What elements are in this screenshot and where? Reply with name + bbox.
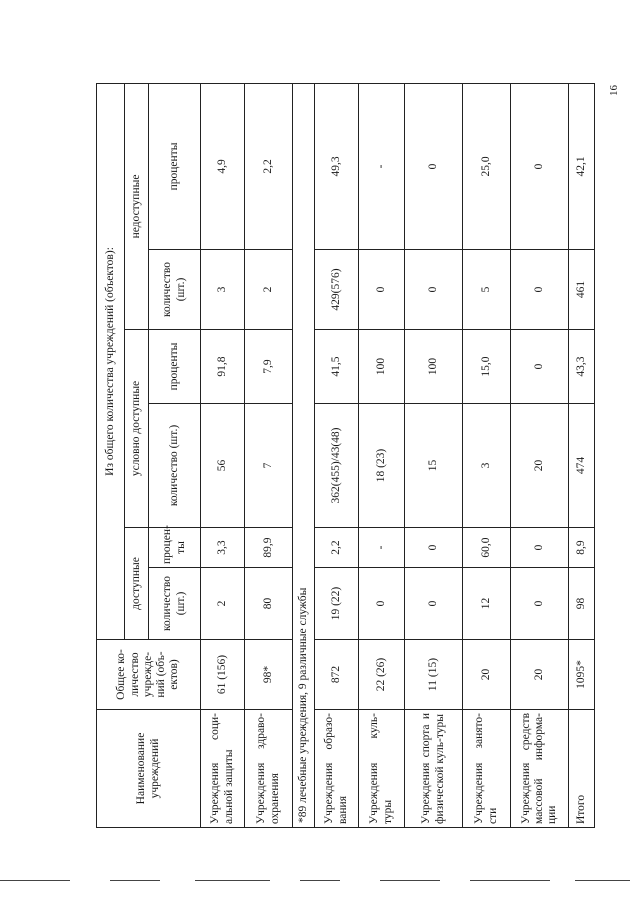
header-conditional: условно доступные bbox=[125, 330, 149, 528]
row-total: 20 bbox=[463, 640, 511, 710]
row-acc-count: 0 bbox=[405, 568, 463, 640]
row-inacc-count: 3 bbox=[201, 250, 245, 330]
table-row bbox=[405, 83, 463, 827]
row-inacc-count: 0 bbox=[405, 250, 463, 330]
row-inacc-count: 0 bbox=[511, 250, 569, 330]
row-total: 22 (26) bbox=[359, 640, 405, 710]
row-acc-pct: 3,3 bbox=[201, 528, 245, 568]
row-inacc-count: 0 bbox=[359, 250, 405, 330]
header-acc-pct: процен-ты bbox=[149, 528, 201, 568]
row-cond-count: 7 bbox=[245, 404, 293, 528]
table-row bbox=[463, 83, 511, 827]
header-inacc-count: количество (шт.) bbox=[149, 250, 201, 330]
header-cond-count: количество (шт.) bbox=[149, 404, 201, 528]
row-acc-pct: 0 bbox=[511, 528, 569, 568]
row-name: Учреждения средств массовой информа-ции bbox=[511, 710, 569, 828]
row-total: 1095* bbox=[569, 640, 595, 710]
table-row bbox=[359, 83, 405, 827]
row-total: 20 bbox=[511, 640, 569, 710]
accessibility-table bbox=[96, 83, 595, 828]
table-row bbox=[201, 83, 245, 827]
row-acc-pct: 89,9 bbox=[245, 528, 293, 568]
row-acc-count: 12 bbox=[463, 568, 511, 640]
header-inacc-pct: проценты bbox=[149, 83, 201, 249]
row-inacc-count: 5 bbox=[463, 250, 511, 330]
row-cond-count: 362(455)/43(48) bbox=[315, 404, 359, 528]
row-cond-count: 20 bbox=[511, 404, 569, 528]
row-inacc-count: 2 bbox=[245, 250, 293, 330]
row-cond-pct: 7,9 bbox=[245, 330, 293, 404]
rotated-table-container bbox=[96, 84, 587, 828]
row-cond-count: 15 bbox=[405, 404, 463, 528]
row-acc-count: 0 bbox=[359, 568, 405, 640]
row-cond-pct: 41,5 bbox=[315, 330, 359, 404]
table-note: *89 лечебные учреждения, 9 различные службы bbox=[293, 83, 315, 827]
row-total: 11 (15) bbox=[405, 640, 463, 710]
row-name: Учреждения куль-туры bbox=[359, 710, 405, 828]
header-group: Из общего количества учреждений (объектов): bbox=[97, 83, 125, 639]
row-acc-pct: 8,9 bbox=[569, 528, 595, 568]
row-total: 872 bbox=[315, 640, 359, 710]
row-inacc-pct: 4,9 bbox=[201, 83, 245, 249]
header-acc-count: количество (шт.) bbox=[149, 568, 201, 640]
row-name: Итого bbox=[569, 710, 595, 828]
row-cond-pct: 15,0 bbox=[463, 330, 511, 404]
row-total: 61 (156) bbox=[201, 640, 245, 710]
row-cond-pct: 100 bbox=[359, 330, 405, 404]
row-cond-count: 474 bbox=[569, 404, 595, 528]
row-inacc-count: 429(576) bbox=[315, 250, 359, 330]
table-row bbox=[245, 83, 293, 827]
header-total: Общее ко-личество учрежде-ний (объ-ектов) bbox=[97, 640, 201, 710]
row-name: Учреждения соци-альной защиты bbox=[201, 710, 245, 828]
header-inaccessible: недоступные bbox=[125, 83, 149, 329]
row-inacc-pct: 42,1 bbox=[569, 83, 595, 249]
row-acc-pct: 0 bbox=[405, 528, 463, 568]
row-inacc-count: 461 bbox=[569, 250, 595, 330]
row-cond-pct: 100 bbox=[405, 330, 463, 404]
header-cond-pct: проценты bbox=[149, 330, 201, 404]
row-cond-count: 18 (23) bbox=[359, 404, 405, 528]
row-acc-count: 80 bbox=[245, 568, 293, 640]
table-row bbox=[315, 83, 359, 827]
table-row bbox=[511, 83, 569, 827]
row-cond-count: 3 bbox=[463, 404, 511, 528]
header-name: Наименование учреждений bbox=[97, 710, 201, 828]
row-name: Учреждения спорта и физической куль-туры bbox=[405, 710, 463, 828]
row-name: Учреждения занято-сти bbox=[463, 710, 511, 828]
row-cond-pct: 0 bbox=[511, 330, 569, 404]
row-name: Учреждения образо-вания bbox=[315, 710, 359, 828]
row-acc-pct: 60,0 bbox=[463, 528, 511, 568]
row-cond-pct: 91,8 bbox=[201, 330, 245, 404]
row-inacc-pct: 49,3 bbox=[315, 83, 359, 249]
row-inacc-pct: 2,2 bbox=[245, 83, 293, 249]
table-row-total bbox=[569, 83, 595, 827]
row-inacc-pct: 0 bbox=[511, 83, 569, 249]
row-inacc-pct: 0 bbox=[405, 83, 463, 249]
row-acc-count: 98 bbox=[569, 568, 595, 640]
row-inacc-pct: 25,0 bbox=[463, 83, 511, 249]
header-accessible: доступные bbox=[125, 528, 149, 640]
row-total: 98* bbox=[245, 640, 293, 710]
row-acc-pct: 2,2 bbox=[315, 528, 359, 568]
row-cond-pct: 43,3 bbox=[569, 330, 595, 404]
row-inacc-pct: - bbox=[359, 83, 405, 249]
page-number: 16 bbox=[608, 85, 620, 96]
row-acc-count: 19 (22) bbox=[315, 568, 359, 640]
row-cond-count: 56 bbox=[201, 404, 245, 528]
table-note-row bbox=[293, 83, 315, 827]
scan-edge-lines bbox=[0, 872, 640, 892]
row-acc-pct: - bbox=[359, 528, 405, 568]
row-acc-count: 2 bbox=[201, 568, 245, 640]
row-name: Учреждения здраво-охранения bbox=[245, 710, 293, 828]
row-acc-count: 0 bbox=[511, 568, 569, 640]
